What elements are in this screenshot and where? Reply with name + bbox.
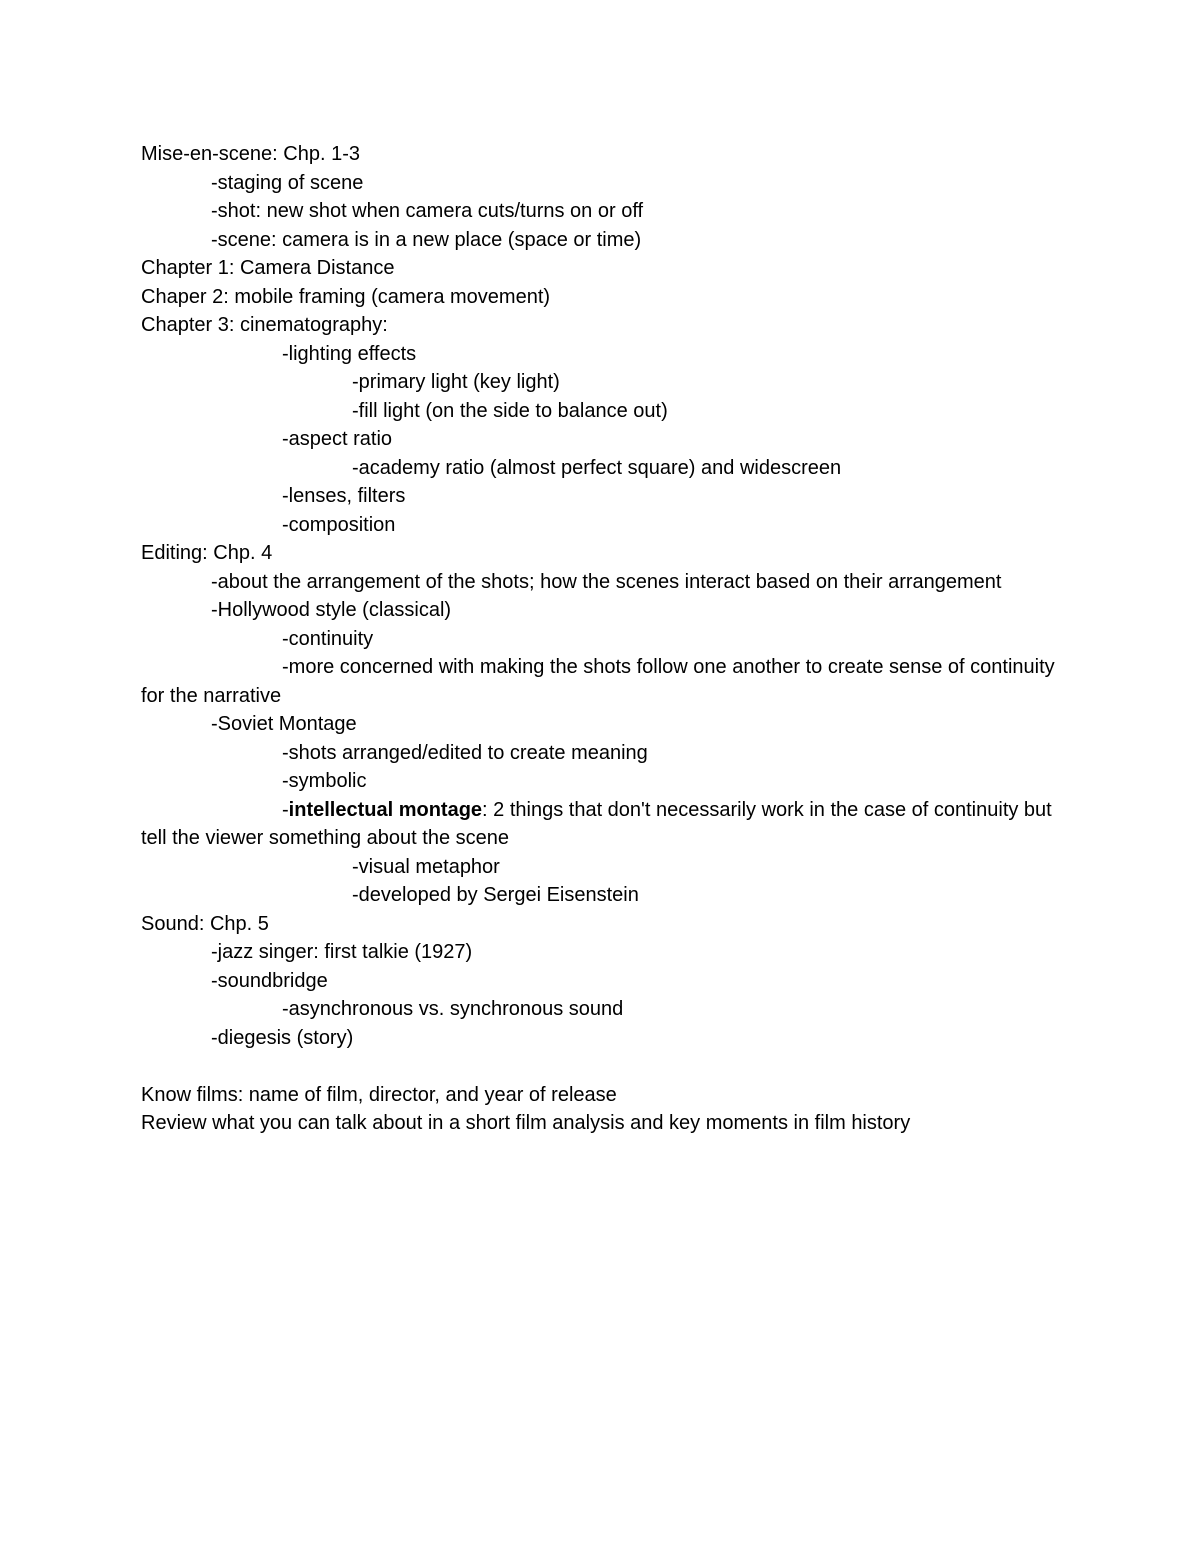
note-lighting: -lighting effects <box>282 342 417 365</box>
chapter-2-heading: Chaper 2: mobile framing (camera movement) <box>141 285 551 308</box>
note-visual-metaphor: -visual metaphor <box>352 855 500 878</box>
note-shots-arranged: -shots arranged/edited to create meaning <box>282 741 648 764</box>
note-staging: -staging of scene <box>211 171 364 194</box>
note-intellectual-montage <box>141 796 1061 853</box>
know-films: Know films: name of film, director, and year of release <box>141 1083 617 1106</box>
note-eisenstein: -developed by Sergei Eisenstein <box>352 884 639 906</box>
note-diegesis: -diegesis (story) <box>211 1026 354 1049</box>
note-fill-light: -fill light (on the side to balance out) <box>352 399 668 422</box>
note-composition: -composition <box>282 513 396 536</box>
sound-heading: Sound: Chp. 5 <box>141 912 269 935</box>
note-continuity: -continuity <box>282 627 374 650</box>
note-primary-light: -primary light (key light) <box>352 371 560 393</box>
note-more-concerned: -more concerned with making the shots follow one another to create sense of continuity for the narrative <box>141 656 1055 707</box>
note-symbolic: -symbolic <box>282 770 367 792</box>
intellectual-definition: : 2 things that don't necessarily work in the case of continuity but tell the viewer something about the scene <box>141 798 1052 849</box>
note-jazz-singer: -jazz singer: first talkie (1927) <box>211 941 473 963</box>
note-asynchronous: -asynchronous vs. synchronous sound <box>282 998 624 1020</box>
note-shot: -shot: new shot when camera cuts/turns on or off <box>211 200 644 222</box>
note-aspect-ratio: -aspect ratio <box>282 428 393 450</box>
review-note: Review what you can talk about in a short film analysis and key moments in film history <box>141 1112 911 1134</box>
editing-heading: Editing: Chp. 4 <box>141 542 273 564</box>
intellectual-montage-term: intellectual montage <box>288 798 483 821</box>
note-scene: -scene: camera is in a new place (space or time) <box>211 228 642 251</box>
note-hollywood: -Hollywood style (classical) <box>211 599 452 621</box>
intellectual-prefix: - <box>282 798 289 821</box>
note-academy-ratio: -academy ratio (almost perfect square) and widescreen <box>352 456 842 479</box>
note-lenses: -lenses, filters <box>282 485 406 507</box>
note-soviet-montage: -Soviet Montage <box>211 713 357 735</box>
chapter-3-heading: Chapter 3: cinematography: <box>141 314 388 336</box>
note-soundbridge: -soundbridge <box>211 969 328 992</box>
blank-line <box>141 1052 1061 1081</box>
document-body <box>141 140 1061 1138</box>
chapter-1-heading: Chapter 1: Camera Distance <box>141 257 395 279</box>
mise-en-scene-heading: Mise-en-scene: Chp. 1-3 <box>141 143 360 165</box>
note-arrangement: -about the arrangement of the shots; how the scenes interact based on their arrangement <box>211 570 1002 593</box>
